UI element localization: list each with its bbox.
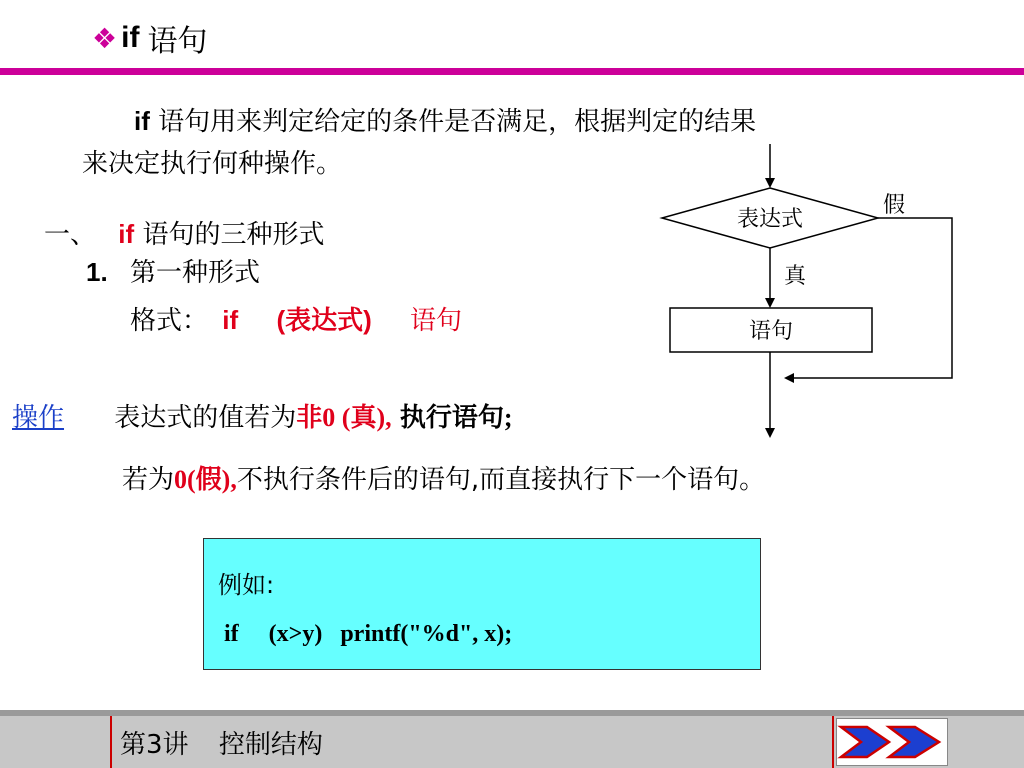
false-path	[783, 218, 952, 378]
operation-line-1	[12, 398, 513, 438]
format-label: 格式：	[130, 306, 209, 336]
slide-title	[92, 16, 207, 60]
example-code: if (x>y) printf("%d", x);	[224, 621, 513, 647]
double-arrow-icon	[837, 719, 947, 765]
format-line	[130, 302, 462, 339]
operation-text-c: 执行语句;	[399, 403, 513, 432]
section-heading	[44, 216, 324, 253]
footer-divider-right	[832, 716, 834, 768]
title-keyword: if	[121, 21, 140, 54]
form-number: 1.	[86, 257, 108, 287]
form-heading	[86, 254, 260, 291]
operation-text-a: 表达式的值若为	[114, 403, 297, 433]
operation-link[interactable]: 操作	[12, 403, 65, 433]
title-divider	[0, 68, 1024, 75]
diamond-bullet-icon: ❖	[92, 21, 118, 55]
footer-divider-left	[110, 716, 112, 768]
lecture-number: 第3讲	[120, 730, 189, 760]
intro-line-1: 语句用来判定给定的条件是否满足，根据判定的结果	[158, 107, 757, 137]
format-expr: (表达式)	[276, 305, 372, 335]
decision-text: 表达式	[736, 207, 804, 232]
title-text: 语句	[147, 24, 208, 59]
operation-text-b: 非0 (真),	[296, 403, 392, 432]
statement-text: 语句	[748, 319, 794, 344]
section-text: 语句的三种形式	[142, 220, 325, 250]
section-keyword: if	[118, 219, 135, 249]
operation-text-e: 0(假),	[174, 465, 237, 494]
footer-label	[120, 724, 323, 761]
form-text: 第一种形式	[129, 258, 260, 288]
operation-text-d: 若为	[122, 465, 175, 495]
true-label: 真	[783, 264, 807, 289]
footer-top-rule	[0, 710, 1024, 716]
format-if: if	[222, 305, 239, 335]
lecture-topic: 控制结构	[218, 730, 323, 760]
if-flowchart	[640, 140, 970, 440]
operation-line-2	[122, 460, 765, 500]
intro-line-2: 来决定执行何种操作。	[82, 149, 343, 179]
example-box	[203, 538, 761, 670]
section-prefix: 一、	[44, 220, 97, 250]
example-heading: 例如:	[218, 571, 275, 599]
next-slide-button[interactable]	[836, 718, 948, 766]
false-label: 假	[882, 193, 906, 218]
format-stmt: 语句	[410, 306, 463, 336]
intro-keyword: if	[134, 106, 150, 136]
operation-text-f: 不执行条件后的语句,而直接执行下一个语句。	[236, 465, 766, 495]
